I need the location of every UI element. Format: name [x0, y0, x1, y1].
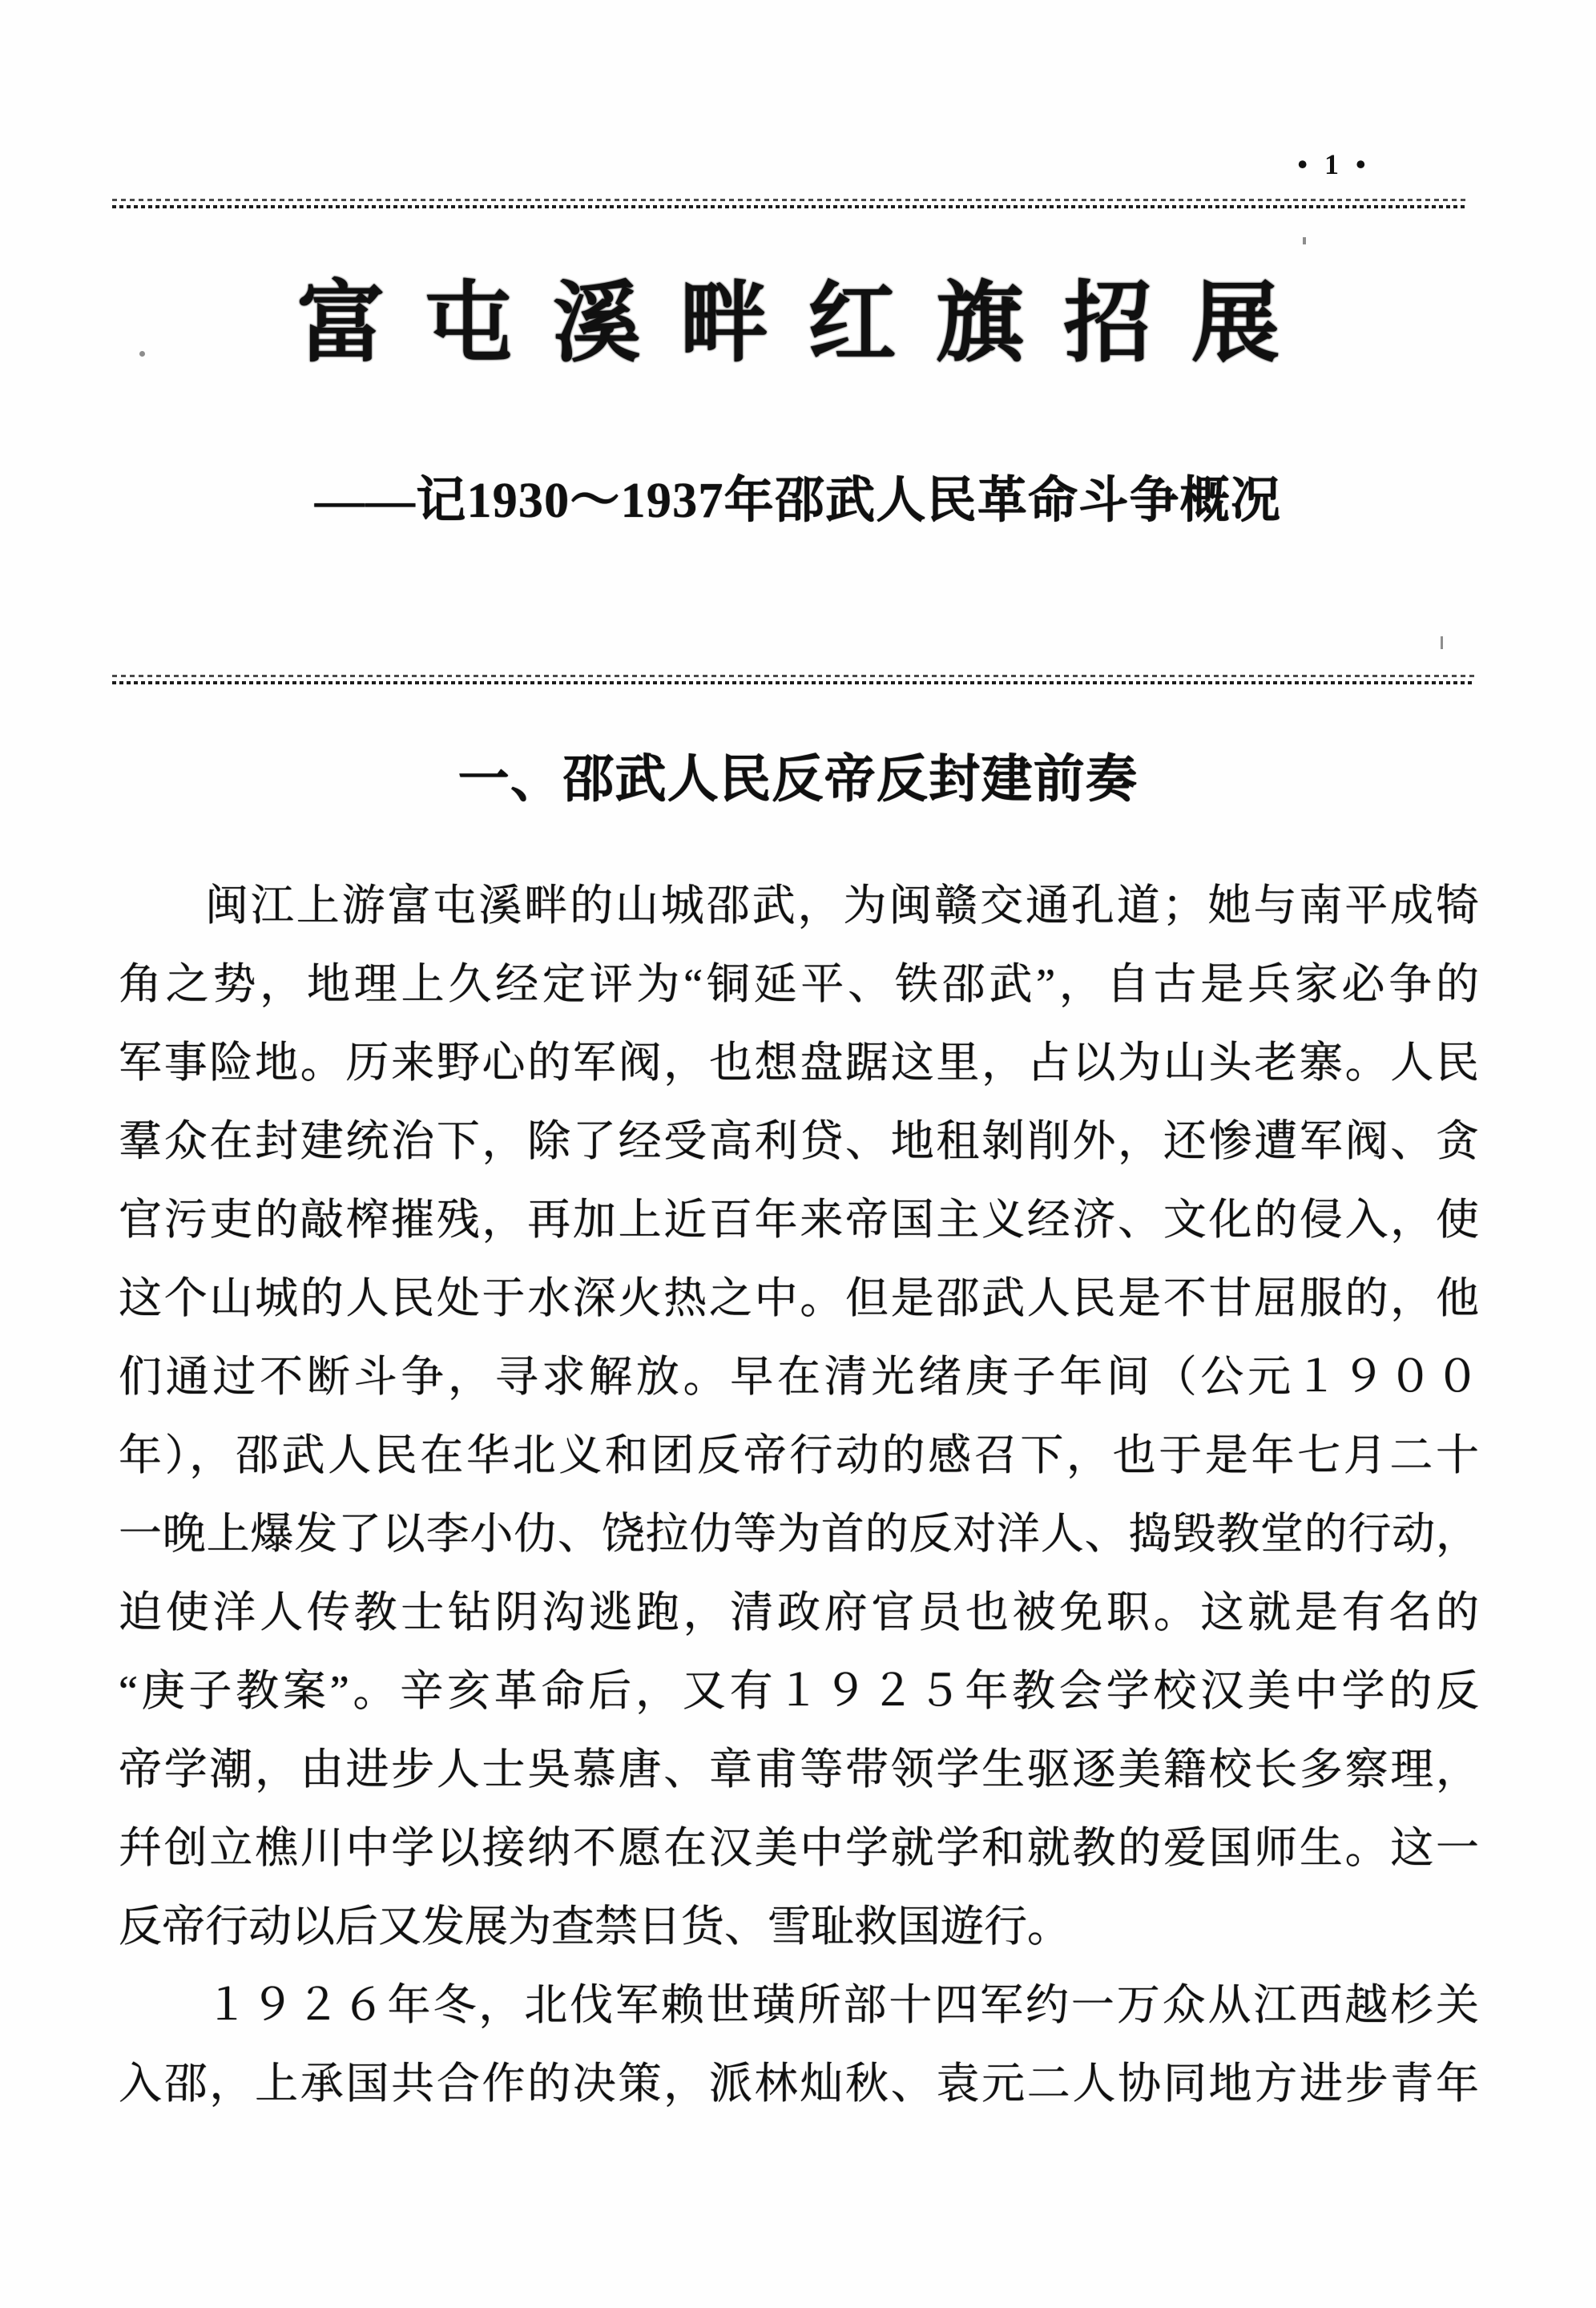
- body-line: 官污吏的敲榨摧残，再加上近百年来帝国主义经济、文化的侵入，使: [119, 1196, 1479, 1244]
- body-line: 角之势，地理上久经定评为“铜延平、铁邵武”，自古是兵家必争的: [119, 960, 1479, 1008]
- dashed-rule-top-row1: [112, 199, 1468, 201]
- dashed-rule-top: [112, 199, 1468, 208]
- body-text: [119, 866, 1479, 2123]
- body-line: 闽江上游富屯溪畔的山城邵武，为闽赣交通孔道；她与南平成犄: [205, 882, 1479, 930]
- body-line: 军事险地。历来野心的军阀，也想盘踞这里，占以为山头老寨。人民: [119, 1039, 1479, 1087]
- document-title: 富屯溪畔红旗招展: [296, 275, 1320, 373]
- document-subtitle: ——记1930～1937年邵武人民革命斗争概况: [314, 474, 1282, 528]
- body-line: 迫使洋人传教士钻阴沟逃跑，清政府官员也被免职。这就是有名的: [119, 1588, 1479, 1636]
- dashed-rule-divider: [112, 675, 1474, 684]
- body-line: 年），邵武人民在华北义和团反帝行动的感召下，也于是年七月二十: [119, 1431, 1479, 1479]
- scan-speck: [1441, 636, 1443, 649]
- dashed-rule-divider-row1: [112, 675, 1474, 677]
- body-line: “庚子教案”。辛亥革命后，又有１９２５年教会学校汉美中学的反: [119, 1667, 1479, 1715]
- body-line: 一晚上爆发了以李小仂、饶拉仂等为首的反对洋人、捣毁教堂的行动，: [119, 1510, 1479, 1558]
- page-number: • 1 •: [1297, 148, 1371, 180]
- body-line: １９２６年冬，北伐军赖世璜所部十四军约一万众从江西越杉关: [205, 1981, 1479, 2029]
- scan-speck: [139, 351, 145, 357]
- body-line: 反帝行动以后又发展为查禁日货、雪耻救国遊行。: [119, 1902, 1070, 1951]
- dashed-rule-divider-row2: [112, 681, 1474, 684]
- body-line: 帝学潮，由进步人士吳慕唐、章甫等带领学生驱逐美籍校长多察理，: [119, 1745, 1479, 1794]
- body-line: 们通过不断斗争，寻求解放。早在清光绪庚子年间（公元１９００: [119, 1353, 1479, 1401]
- body-line: 幷创立樵川中学以接纳不愿在汉美中学就学和就教的爱国师生。这一: [119, 1824, 1479, 1872]
- body-line: 羣众在封建统治下，除了经受高利贷、地租剝削外，还惨遭军阀、贪: [119, 1117, 1479, 1165]
- section-heading: 一、邵武人民反帝反封建前奏: [457, 751, 1139, 808]
- dashed-rule-top-row2: [112, 205, 1468, 208]
- body-line: 这个山城的人民处于水深火热之中。但是邵武人民是不甘屈服的，他: [119, 1274, 1479, 1322]
- scan-speck: [1303, 237, 1306, 244]
- body-line: 入邵，上承国共合作的决策，派林灿秋、袁元二人协同地方进步青年: [119, 2060, 1479, 2108]
